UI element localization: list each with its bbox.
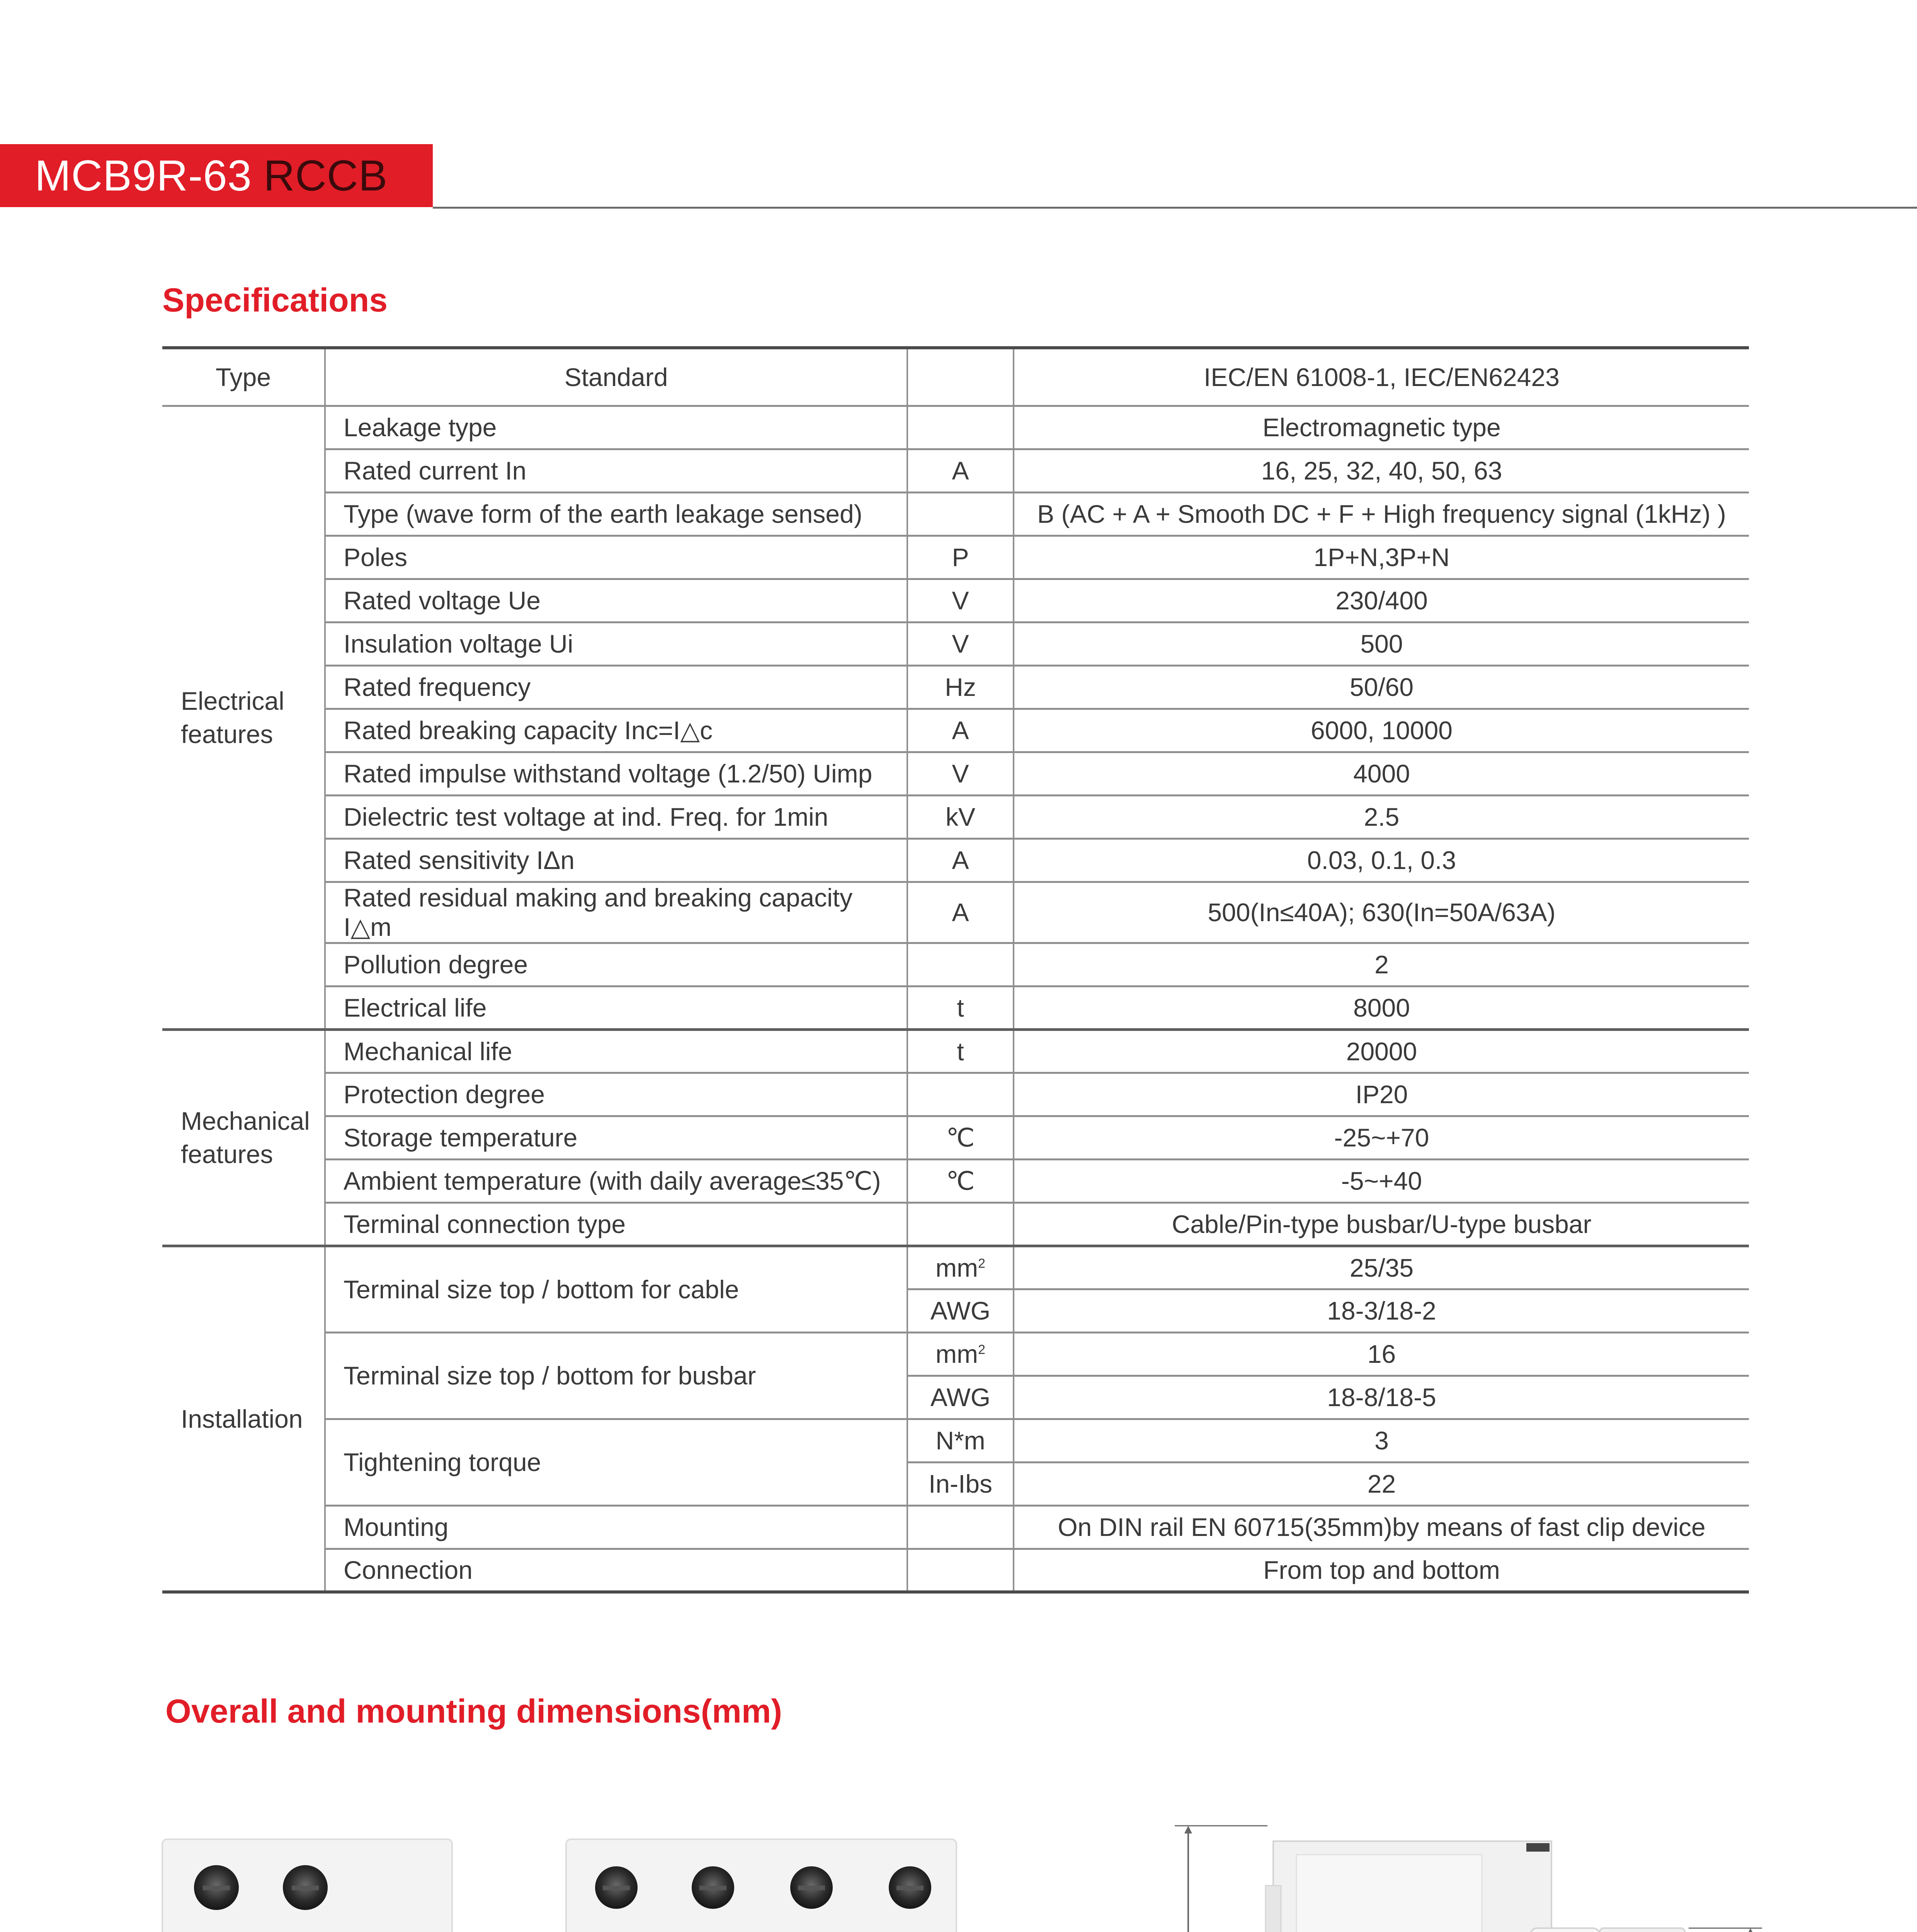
row-value: B (AC + A + Smooth DC + F + High frequency signal (1kHz) ) — [1014, 492, 1749, 536]
dimensions-heading: Overall and mounting dimensions(mm) — [165, 1693, 782, 1730]
terminal-screw — [889, 1866, 931, 1909]
row-param: Mechanical life — [325, 1029, 907, 1073]
unit-superscript: 2 — [978, 1256, 985, 1271]
row-value: -25~+70 — [1014, 1116, 1749, 1159]
row-value: 1P+N,3P+N — [1014, 536, 1749, 579]
row-value: From top and bottom — [1014, 1549, 1749, 1592]
row-value: Cable/Pin-type busbar/U-type busbar — [1014, 1202, 1749, 1246]
row-param: Terminal size top / bottom for busbar — [325, 1332, 907, 1419]
header-standard: Standard — [325, 348, 907, 406]
row-value: 2.5 — [1014, 795, 1749, 838]
row-param: Rated frequency — [325, 665, 907, 709]
unit-text: mm — [936, 1253, 978, 1282]
side-height-dimension-front — [1689, 1928, 1762, 1932]
row-param: Tightening torque — [325, 1419, 907, 1505]
group-electrical: Electrical features — [162, 406, 325, 1029]
row-value: 500(In≤40A); 630(In=50A/63A) — [1014, 882, 1749, 943]
row-param: Mounting — [325, 1505, 907, 1549]
row-value: 4000 — [1014, 752, 1749, 795]
row-value: 2 — [1014, 943, 1749, 986]
row-param: Ambient temperature (with daily average≤35℃) — [325, 1159, 907, 1202]
row-param: Rated residual making and breaking capacity I△m — [325, 882, 907, 943]
row-value: On DIN rail EN 60715(35mm)by means of fast clip device — [1014, 1505, 1749, 1549]
row-value: Electromagnetic type — [1014, 406, 1749, 449]
front-view-4p — [558, 1839, 964, 1932]
row-unit: N*m — [907, 1419, 1014, 1462]
terminal-screw — [692, 1866, 734, 1909]
row-param: Connection — [325, 1549, 907, 1592]
product-code: MCB9R-63 — [35, 151, 252, 200]
row-unit: ℃ — [907, 1159, 1014, 1202]
row-value: 500 — [1014, 622, 1749, 665]
row-value: 22 — [1014, 1462, 1749, 1505]
header-type: Type — [162, 348, 325, 406]
row-param: Type (wave form of the earth leakage sensed) — [325, 492, 907, 536]
row-unit: AWG — [907, 1376, 1014, 1419]
front-view-2p — [155, 1839, 460, 1932]
side-view — [1266, 1841, 1685, 1932]
row-value: 3 — [1014, 1419, 1749, 1462]
row-param: Rated impulse withstand voltage (1.2/50) Uimp — [325, 752, 907, 795]
row-unit: A — [907, 838, 1014, 882]
row-value: 16, 25, 32, 40, 50, 63 — [1014, 449, 1749, 492]
terminal-screw — [283, 1865, 328, 1910]
terminal-screw — [790, 1866, 833, 1909]
row-value: 25/35 — [1014, 1246, 1749, 1289]
group-mechanical: Mechanical features — [162, 1029, 325, 1246]
row-value: 16 — [1014, 1332, 1749, 1376]
row-param: Leakage type — [325, 406, 907, 449]
row-param: Pollution degree — [325, 943, 907, 986]
row-unit: t — [907, 1029, 1014, 1073]
row-param: Terminal size top / bottom for cable — [325, 1246, 907, 1332]
row-param: Electrical life — [325, 986, 907, 1029]
row-unit: V — [907, 622, 1014, 665]
row-unit: V — [907, 752, 1014, 795]
side-height-dimension-total — [1152, 1826, 1267, 1932]
row-unit: A — [907, 882, 1014, 943]
product-category: RCCB — [263, 151, 388, 200]
unit-text: mm — [936, 1340, 978, 1368]
row-value: 6000, 10000 — [1014, 709, 1749, 752]
row-value: 50/60 — [1014, 665, 1749, 709]
row-unit: In-Ibs — [907, 1462, 1014, 1505]
row-value: -5~+40 — [1014, 1159, 1749, 1202]
row-param: Terminal connection type — [325, 1202, 907, 1246]
row-param: Protection degree — [325, 1073, 907, 1116]
row-param: Rated voltage Ue — [325, 579, 907, 622]
row-value: 18-3/18-2 — [1014, 1289, 1749, 1332]
row-value: 8000 — [1014, 986, 1749, 1029]
header-standard-value: IEC/EN 61008-1, IEC/EN62423 — [1014, 348, 1749, 406]
row-unit: P — [907, 536, 1014, 579]
row-param: Poles — [325, 536, 907, 579]
row-unit: A — [907, 449, 1014, 492]
specifications-heading: Specifications — [162, 282, 388, 319]
row-unit: V — [907, 579, 1014, 622]
row-unit: AWG — [907, 1289, 1014, 1332]
row-param: Rated breaking capacity Inc=I△c — [325, 709, 907, 752]
row-param: Rated sensitivity IΔn — [325, 838, 907, 882]
row-param: Storage temperature — [325, 1116, 907, 1159]
row-unit: t — [907, 986, 1014, 1029]
row-unit: Hz — [907, 665, 1014, 709]
terminal-screw — [194, 1865, 239, 1910]
row-param: Dielectric test voltage at ind. Freq. for 1min — [325, 795, 907, 838]
row-value: IP20 — [1014, 1073, 1749, 1116]
row-unit: kV — [907, 795, 1014, 838]
row-value: 230/400 — [1014, 579, 1749, 622]
row-unit: A — [907, 709, 1014, 752]
group-installation: Installation — [162, 1246, 325, 1592]
row-value: 0.03, 0.1, 0.3 — [1014, 838, 1749, 882]
unit-superscript: 2 — [978, 1342, 985, 1357]
row-param: Rated current In — [325, 449, 907, 492]
terminal-screw — [595, 1866, 638, 1909]
row-unit: ℃ — [907, 1116, 1014, 1159]
row-param: Insulation voltage Ui — [325, 622, 907, 665]
row-value: 18-8/18-5 — [1014, 1376, 1749, 1419]
row-value: 20000 — [1014, 1029, 1749, 1073]
